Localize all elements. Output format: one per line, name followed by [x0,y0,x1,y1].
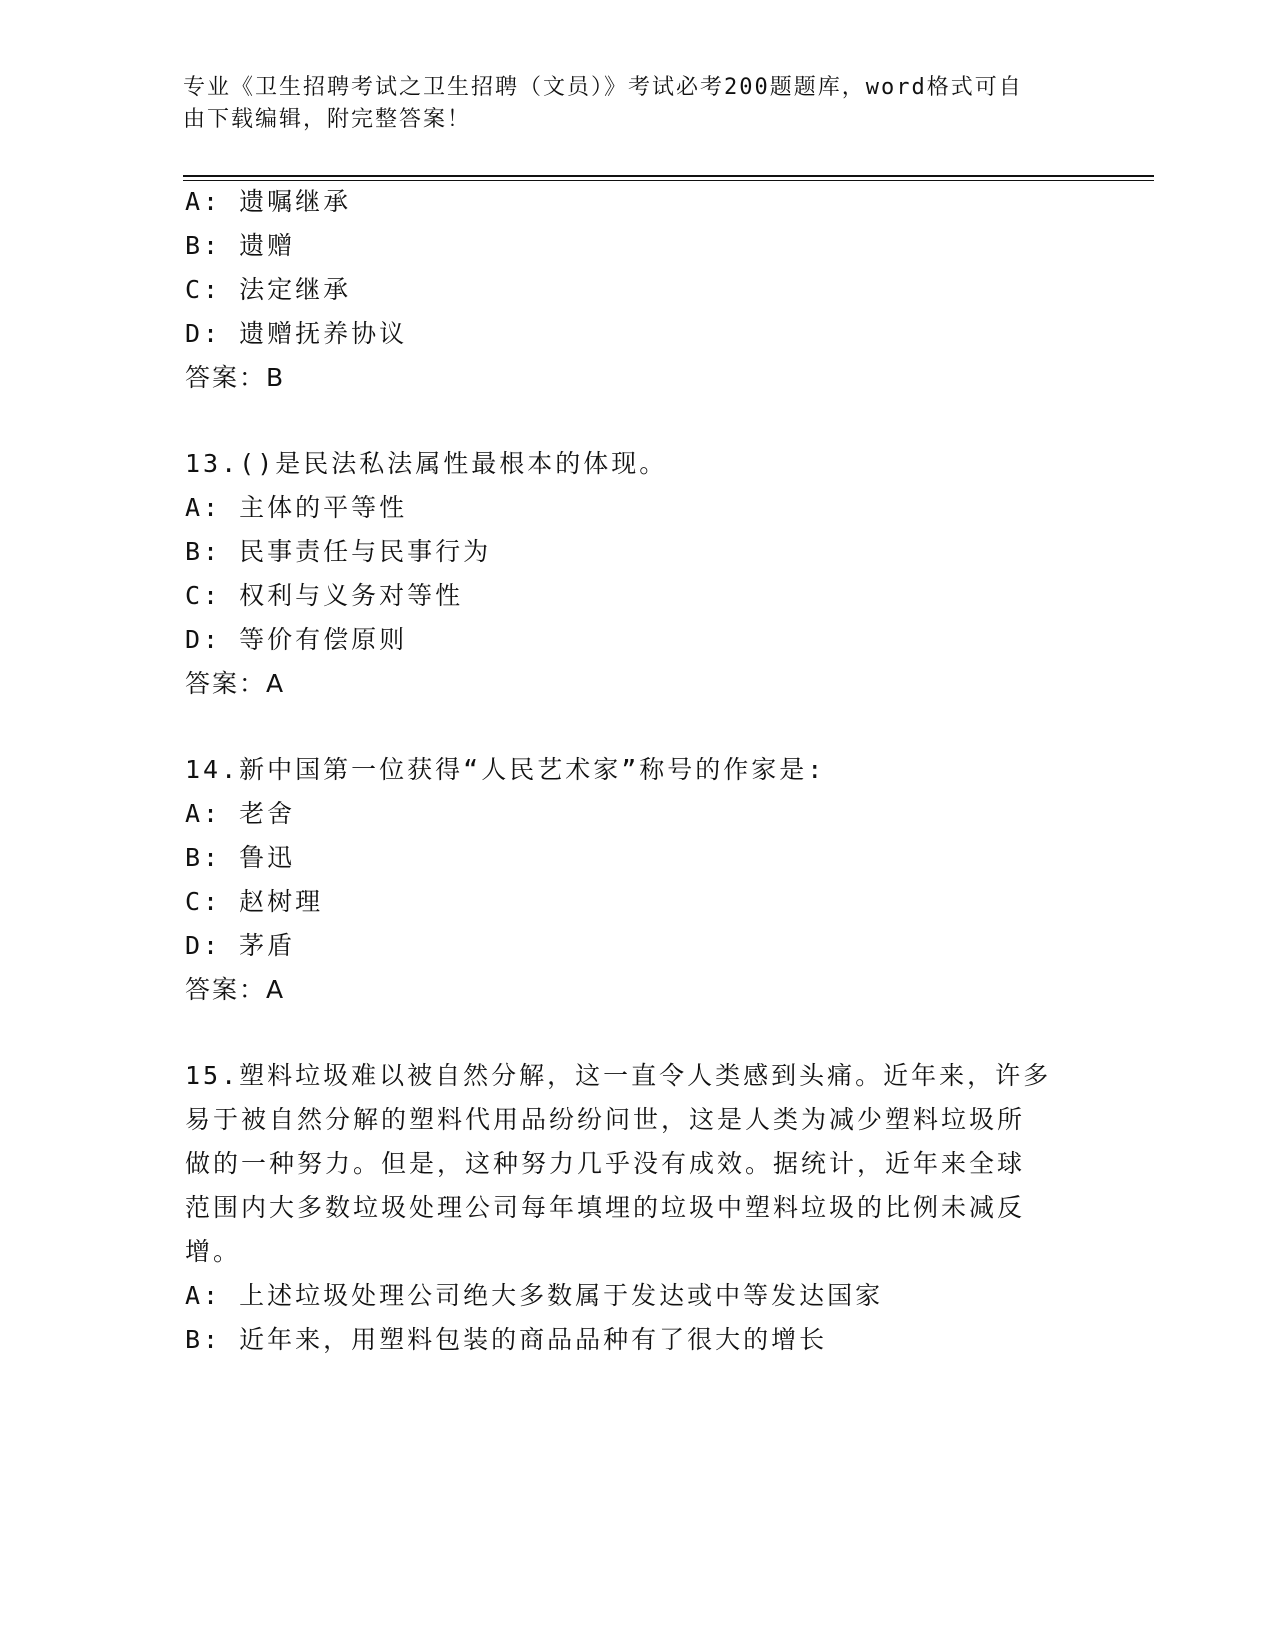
q14-answer: 答案：A [185,975,286,1004]
q15-option-b: B: 近年来，用塑料包装的商品品种有了很大的增长 [185,1325,828,1354]
header-line-1: 专业《卫生招聘考试之卫生招聘（文员）》考试必考200题题库，word格式可自 [183,75,1023,100]
q14-option-c: C: 赵树理 [185,887,324,916]
q14-question: 14.新中国第一位获得“人民艺术家”称号的作家是: [185,755,826,784]
q15-question-line-2: 易于被自然分解的塑料代用品纷纷问世，这是人类为减少塑料垃圾所 [185,1105,1026,1134]
q12-option-a: A: 遗嘱继承 [185,187,352,216]
q12-answer: 答案：B [185,363,286,392]
q12-option-b: B: 遗赠 [185,231,296,260]
q14-option-d: D: 茅盾 [185,931,296,960]
q15-question-line-1: 15.塑料垃圾难以被自然分解，这一直令人类感到头痛。近年来，许多 [185,1061,1052,1090]
q15-option-a: A: 上述垃圾处理公司绝大多数属于发达或中等发达国家 [185,1281,884,1310]
q13-option-a: A: 主体的平等性 [185,493,408,522]
q13-option-c: C: 权利与义务对等性 [185,581,464,610]
q13-option-d: D: 等价有偿原则 [185,625,408,654]
q15-question-line-5: 增。 [185,1237,242,1266]
document-header [183,72,1083,136]
q15-question-line-4: 范围内大多数垃圾处理公司每年填埋的垃圾中塑料垃圾的比例未减反 [185,1193,1026,1222]
q12-option-d: D: 遗赠抚养协议 [185,319,408,348]
header-divider-thick [183,175,1154,177]
q13-question: 13.()是民法私法属性最根本的体现。 [185,449,668,478]
q13-option-b: B: 民事责任与民事行为 [185,537,492,566]
header-line-2: 由下载编辑，附完整答案！ [183,107,472,132]
q12-option-c: C: 法定继承 [185,275,352,304]
q14-option-b: B: 鲁迅 [185,843,296,872]
q13-answer: 答案：A [185,669,286,698]
q14-option-a: A: 老舍 [185,799,296,828]
q15-question-line-3: 做的一种努力。但是，这种努力几乎没有成效。据统计，近年来全球 [185,1149,1026,1178]
